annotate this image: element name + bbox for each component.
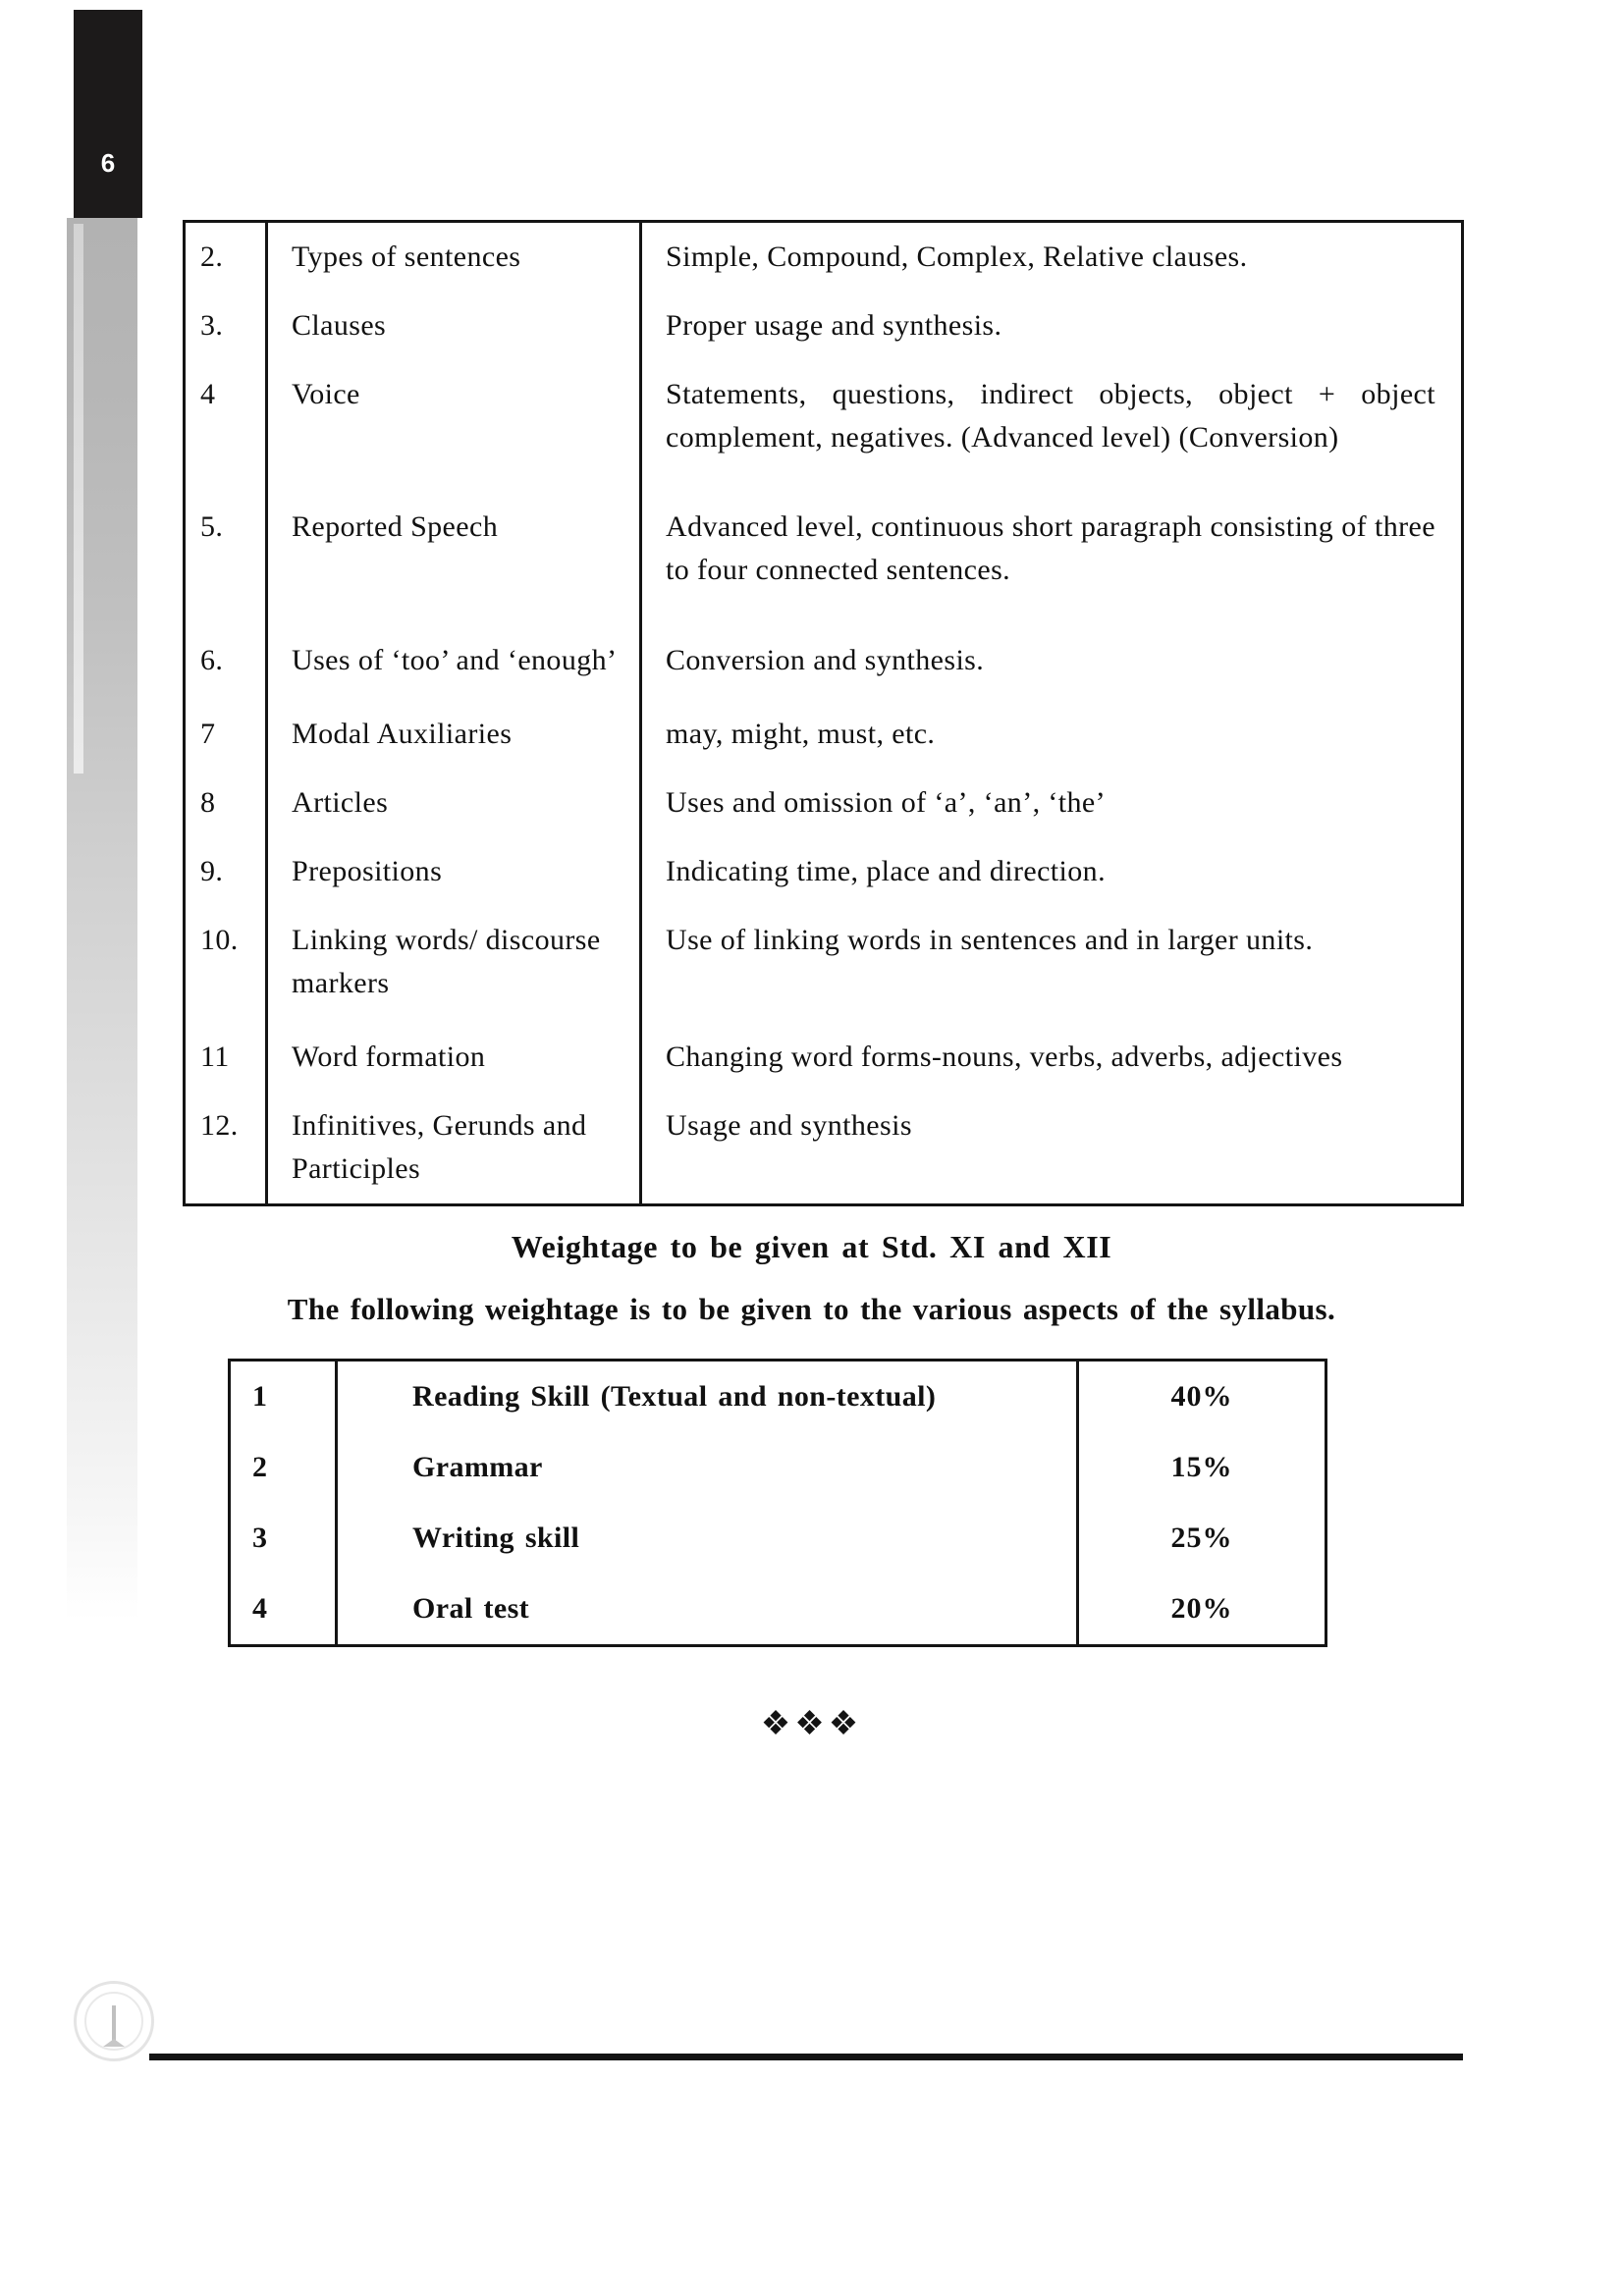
row-topic: Reported Speech [267, 493, 641, 625]
row-description: Uses and omission of ‘a’, ‘an’, ‘the’ [666, 785, 1107, 819]
table-row [186, 700, 1461, 769]
row-description: Advanced level, continuous short paragraph consisting of three to four connected sentences. [666, 510, 1435, 587]
row-number: 9. [186, 837, 267, 906]
weightage-percent: 15% [1170, 1451, 1233, 1483]
table-row [186, 906, 1461, 1023]
row-topic: Modal Auxiliaries [267, 700, 641, 769]
table-row [186, 626, 1461, 700]
row-number: 11 [186, 1023, 267, 1092]
row-number: 4 [186, 360, 267, 493]
weightage-aspect: Grammar [337, 1432, 1078, 1503]
table-row [186, 493, 1461, 625]
table-row [231, 1503, 1325, 1574]
row-description: may, might, must, etc. [666, 717, 936, 750]
row-description: Proper usage and synthesis. [666, 309, 1002, 343]
row-description: Indicating time, place and direction. [666, 854, 1106, 887]
weightage-heading: Weightage to be given at Std. XI and XII [511, 1229, 1112, 1264]
side-gradient-highlight [74, 224, 83, 774]
row-number: 10. [186, 906, 267, 1023]
weightage-row-number: 3 [231, 1503, 337, 1574]
table-row [186, 1023, 1461, 1092]
footer-divider [149, 2054, 1463, 2060]
row-topic: Infinitives, Gerunds and Participles [267, 1092, 641, 1203]
table-row [186, 837, 1461, 906]
weightage-percent: 25% [1170, 1522, 1233, 1554]
weightage-table [228, 1359, 1327, 1647]
row-number: 6. [186, 626, 267, 700]
row-description: Conversion and synthesis. [666, 643, 985, 676]
table-row [186, 292, 1461, 360]
row-number: 8 [186, 769, 267, 837]
weightage-row-number: 4 [231, 1574, 337, 1644]
table-row [186, 360, 1461, 493]
page-number-tab [74, 10, 142, 218]
table-row [231, 1362, 1325, 1432]
row-topic: Prepositions [267, 837, 641, 906]
row-topic: Linking words/ discourse markers [267, 906, 641, 1023]
table-row [231, 1432, 1325, 1503]
row-description: Usage and synthesis [666, 1109, 912, 1143]
weightage-percent: 20% [1170, 1592, 1233, 1625]
row-number: 5. [186, 493, 267, 625]
table-row [186, 1092, 1461, 1203]
floral-diamond-ornament-icon: ❖❖❖ [760, 1706, 863, 1742]
row-topic: Uses of ‘too’ and ‘enough’ [267, 626, 641, 700]
row-number: 3. [186, 292, 267, 360]
row-topic: Articles [267, 769, 641, 837]
row-number: 7 [186, 700, 267, 769]
row-description: Changing word forms-nouns, verbs, adverbs, adjectives [666, 1041, 1343, 1074]
row-number: 12. [186, 1092, 267, 1203]
row-topic: Voice [267, 360, 641, 493]
emblem-watermark-icon [74, 1981, 154, 2061]
weightage-aspect: Oral test [337, 1574, 1078, 1644]
weightage-percent: 40% [1170, 1380, 1233, 1413]
row-topic: Word formation [267, 1023, 641, 1092]
weightage-aspect: Writing skill [337, 1503, 1078, 1574]
table-row [231, 1574, 1325, 1644]
table-row [186, 223, 1461, 292]
row-topic: Clauses [267, 292, 641, 360]
weightage-row-number: 2 [231, 1432, 337, 1503]
weightage-row-number: 1 [231, 1362, 337, 1432]
weightage-subheading: The following weightage is to be given to the various aspects of the syllabus. [287, 1292, 1336, 1326]
table-row [186, 769, 1461, 837]
row-number: 2. [186, 223, 267, 292]
grammar-topics-table [183, 220, 1464, 1206]
row-topic: Types of sentences [267, 223, 641, 292]
row-description: Use of linking words in sentences and in larger units. [666, 923, 1314, 956]
weightage-aspect: Reading Skill (Textual and non-textual) [337, 1362, 1078, 1432]
page-number: 6 [100, 148, 116, 178]
row-description: Statements, questions, indirect objects, object + object complement, negatives. (Advanced level) (Conversion) [666, 378, 1435, 454]
row-description: Simple, Compound, Complex, Relative clauses. [666, 240, 1248, 273]
